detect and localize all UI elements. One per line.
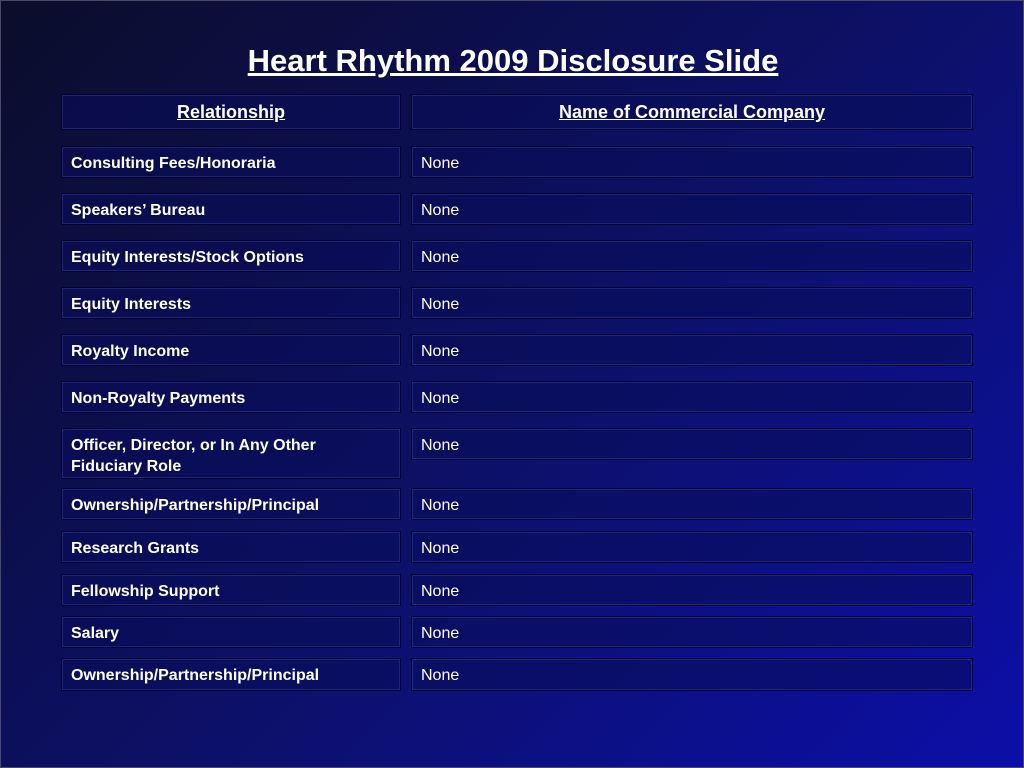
row-relationship: Speakers’ Bureau bbox=[61, 193, 401, 225]
row-relationship: Non-Royalty Payments bbox=[61, 381, 401, 413]
row-relationship: Salary bbox=[61, 616, 401, 648]
row-company: None bbox=[411, 193, 973, 225]
row-company: None bbox=[411, 531, 973, 563]
row-relationship: Fellowship Support bbox=[61, 574, 401, 606]
row-company: None bbox=[411, 240, 973, 272]
row-company: None bbox=[411, 428, 973, 460]
row-company: None bbox=[411, 146, 973, 178]
header-relationship: Relationship bbox=[61, 94, 401, 130]
header-company: Name of Commercial Company bbox=[411, 94, 973, 130]
row-company: None bbox=[411, 381, 973, 413]
row-relationship: Research Grants bbox=[61, 531, 401, 563]
row-company: None bbox=[411, 287, 973, 319]
row-relationship: Consulting Fees/Honoraria bbox=[61, 146, 401, 178]
row-company: None bbox=[411, 488, 973, 520]
row-relationship: Royalty Income bbox=[61, 334, 401, 366]
row-relationship: Ownership/Partnership/Principal bbox=[61, 488, 401, 520]
row-company: None bbox=[411, 658, 973, 691]
row-relationship: Equity Interests/Stock Options bbox=[61, 240, 401, 272]
row-company: None bbox=[411, 574, 973, 606]
row-relationship: Officer, Director, or In Any Other Fiduciary Role bbox=[61, 428, 401, 479]
slide-title: Heart Rhythm 2009 Disclosure Slide bbox=[247, 43, 779, 78]
row-relationship: Equity Interests bbox=[61, 287, 401, 319]
row-relationship: Ownership/Partnership/Principal bbox=[61, 658, 401, 691]
row-company: None bbox=[411, 616, 973, 648]
row-company: None bbox=[411, 334, 973, 366]
